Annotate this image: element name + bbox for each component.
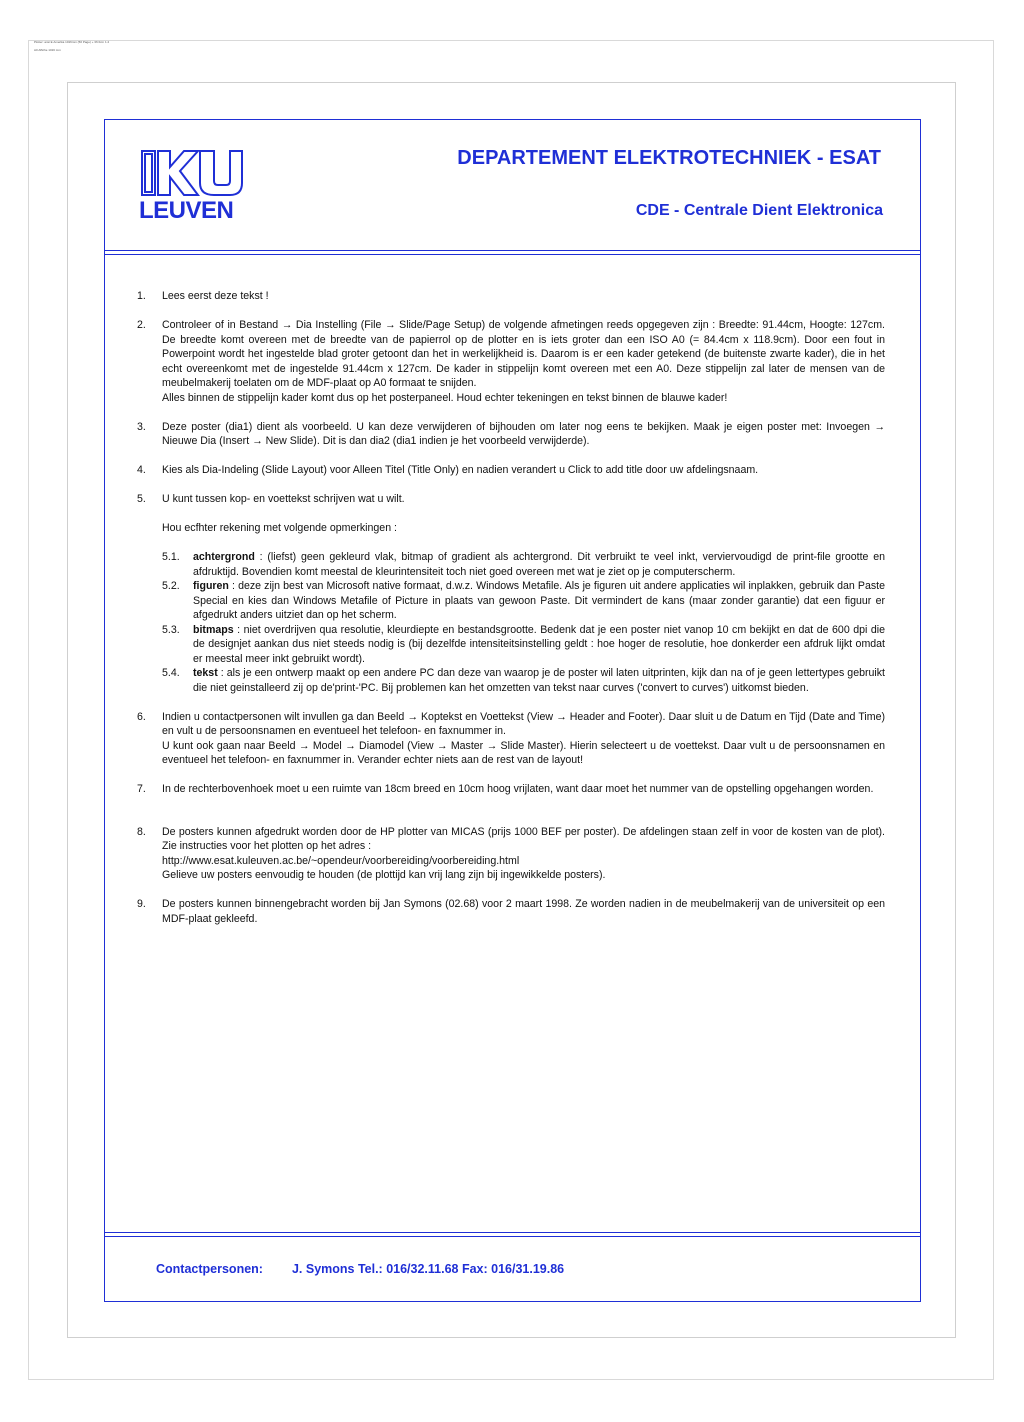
list-item [137, 420, 885, 449]
item-body [162, 318, 885, 405]
item-number: 9. [137, 898, 146, 910]
item-text: Controleer of in Bestand → Dia Instelling (File → Slide/Page Setup) de volgende afmetingen reeds opgegeven zijn : Breedte: 91.44cm, Hoogte: 127cm. De breedte komt overeen met de breedte van de papierrol op de plotter en is iets groter dan een ISO A0 (= 84.4cm x 118.9cm). Door een fout in Powerpoint wordt het ingestelde blad groter getoont dan het in werkelijkheid is. Daarom is er een kader getekend (de buitenste zwarte kader), die in het echt overeenkomt met de ingestelde 91.44cm x 127cm. De kader in stippelijn komt overeen met een A0. Deze stippelijn zal later de mensen van de meubelmakerij toelaten om de MDF-plaat op A0 formaat te snijden. [162, 319, 885, 389]
list-item [137, 710, 885, 768]
item-number: 6. [137, 710, 146, 723]
item-text: In de rechterbovenhoek moet u een ruimte van 18cm breed en 10cm hoog vrijlaten, want daar moet het nummer van de opstelling opgehangen worden. [162, 783, 874, 795]
footer-divider-top [104, 1232, 921, 1233]
item-text: Indien u contactpersonen wilt invullen ga dan Beeld → Koptekst en Voettekst (View → Header and Footer). Daar sluit u de Datum en Tijd (Date and Time) en vult u de persoonsnamen en eventueel het telefoon- en faxnummer in. [162, 710, 885, 737]
plot-instructions-link[interactable]: http://www.esat.kuleuven.ac.be/~opendeur/voorbereiding/voorbereiding.html [162, 854, 520, 867]
item-text: De posters kunnen afgedrukt worden door de HP plotter van MICAS (prijs 1000 BEF per poster). De afdelingen staan zelf in voor de kosten van de plot). Zie instructies voor het plotten op het adres : [162, 825, 885, 852]
sub-item [162, 666, 885, 695]
footer-contacts [156, 1262, 564, 1276]
list-item [137, 463, 885, 478]
sub-item-body [193, 623, 885, 667]
footer-label: Contactpersonen: [156, 1262, 263, 1276]
list-item [137, 897, 885, 926]
sub-item-number: 5.2. [162, 580, 180, 592]
sub-item [162, 623, 885, 667]
item-text: De posters kunnen binnengebracht worden bij Jan Symons (02.68) voor 2 maart 1998. Ze worden nadien in de meubelmakerij van de universiteit op een MDF-plaat gekleefd. [162, 898, 885, 925]
item-number: 8. [137, 825, 146, 838]
item-text-continued: Alles binnen de stippelijn kader komt dus op het posterpaneel. Houd echter tekeningen en tekst binnen de blauwe kader! [162, 391, 728, 404]
header-divider-top [104, 250, 921, 251]
sub-item-text: : niet overdrijven qua resolutie, kleurdiepte en bestandsgrootte. Bedenk dat je een poster niet vanop 10 cm bekijkt en dat de 600 dpi die de designjet aankan dus niet steeds nodig is (bij dezelfde intensiteitsinstelling geldt : hoe hoger de resolutie, hoe donkerder een afdruk lijkt omdat er meestal meer inkt gebruikt wordt). [193, 623, 885, 665]
item-text-continued: U kunt ook gaan naar Beeld → Model → Diamodel (View → Master → Slide Master). Hierin selecteert u de voettekst. Daar vult u de persoonsnamen en eventueel het telefoon- en faxnummer in. Verander echter niets aan de rest van de layout! [162, 739, 885, 766]
sub-item-term: achtergrond [193, 551, 255, 563]
sub-item [162, 579, 885, 623]
footer-contact-details: J. Symons Tel.: 016/32.11.68 Fax: 016/31.19.86 [291, 1262, 565, 1276]
item-text: Kies als Dia-Indeling (Slide Layout) voor Alleen Titel (Title Only) en nadien verandert u Click to add title door uw afdelingsnaam. [162, 464, 759, 476]
sub-item-term: figuren [193, 580, 229, 592]
sub-item-body [193, 666, 885, 695]
print-header-line-1: Plotter: ansi E Amerika 1016mm (50 Page) + 3ft 0cm 1.2 [34, 40, 110, 44]
sub-item-number: 5.3. [162, 623, 180, 636]
sub-item-text: : als je een ontwerp maakt op een andere PC dan deze van waarop je de poster wil laten uitprinten, kijk dan na of je geen lettertypes gebruikt die niet geinstalleerd zij op de'print-'PC. Bij problemen kan het omzetten van tekst naar curves ('convert to curves') uitkomst bieden. [193, 667, 885, 694]
sub-item-number: 5.4. [162, 667, 180, 679]
sub-item-body [193, 579, 885, 623]
item-number: 7. [137, 783, 146, 795]
print-header-line-2: A0 Affiche 1016 mm [34, 48, 61, 52]
list-item [137, 289, 885, 304]
item-body [162, 710, 885, 768]
item-text: Lees eerst deze tekst ! [162, 290, 269, 302]
item-number: 2. [137, 319, 146, 331]
list-item [137, 492, 885, 695]
item-text-continued: Hou ecfhter rekening met volgende opmerkingen : [162, 522, 397, 534]
item-text: U kunt tussen kop- en voettekst schrijven wat u wilt. [162, 493, 405, 505]
sub-item-term: tekst [193, 667, 218, 679]
item-number: 1. [137, 290, 146, 302]
item-text: Deze poster (dia1) dient als voorbeeld. U kan deze verwijderen of bijhouden om later nog eens te bekijken. Maak je eigen poster met: Invoegen → Nieuwe Dia (Insert → New Slide). Dit is dan dia2 (dia1 indien je het voorbeeld verwijderde). [162, 420, 885, 447]
sub-item-number: 5.1. [162, 551, 180, 563]
item-body [162, 825, 885, 883]
item-number: 3. [137, 420, 146, 433]
list-item [137, 318, 885, 405]
department-title: DEPARTEMENT ELEKTROTECHNIEK - ESAT [457, 147, 881, 169]
item-text-continued: Gelieve uw posters eenvoudig te houden (de plottijd kan vrij lang zijn bij ingewikkelde posters). [162, 869, 606, 881]
sub-item-text: : deze zijn best van Microsoft native formaat, d.w.z. Windows Metafile. Als je figuren uit andere applicaties wil inplakken, gebruik dan Paste Special en kies dan Windows Metafile of Picture in plaats van gewoon Paste. Dit vermindert de kans (maar zonder garantie) dat een figuur er afgedrukt anders uitziet dan op het scherm. [193, 580, 885, 621]
sub-item-text: : (liefst) geen gekleurd vlak, bitmap of gradient als achtergrond. Dit verbruikt te veel inkt, verviervoudigd de print-file grootte en afdruktijd. Bovendien komt meestal de kleurintensiteit toch niet goed overeen met wat je ziet op je computerscherm. [193, 551, 885, 578]
sub-item-body [193, 550, 885, 579]
footer-divider-bottom [104, 1236, 921, 1237]
item-number: 4. [137, 464, 146, 476]
department-subtitle: CDE - Centrale Dient Elektronica [635, 202, 883, 219]
sub-item-term: bitmaps [193, 623, 234, 636]
item-number: 5. [137, 493, 146, 505]
item-body [162, 492, 885, 695]
list-item [137, 825, 885, 883]
logo-text: LEUVEN [139, 197, 234, 224]
header-divider-bottom [104, 254, 921, 255]
list-item [137, 782, 885, 797]
instructions-list [137, 289, 885, 941]
sub-item [162, 550, 885, 579]
